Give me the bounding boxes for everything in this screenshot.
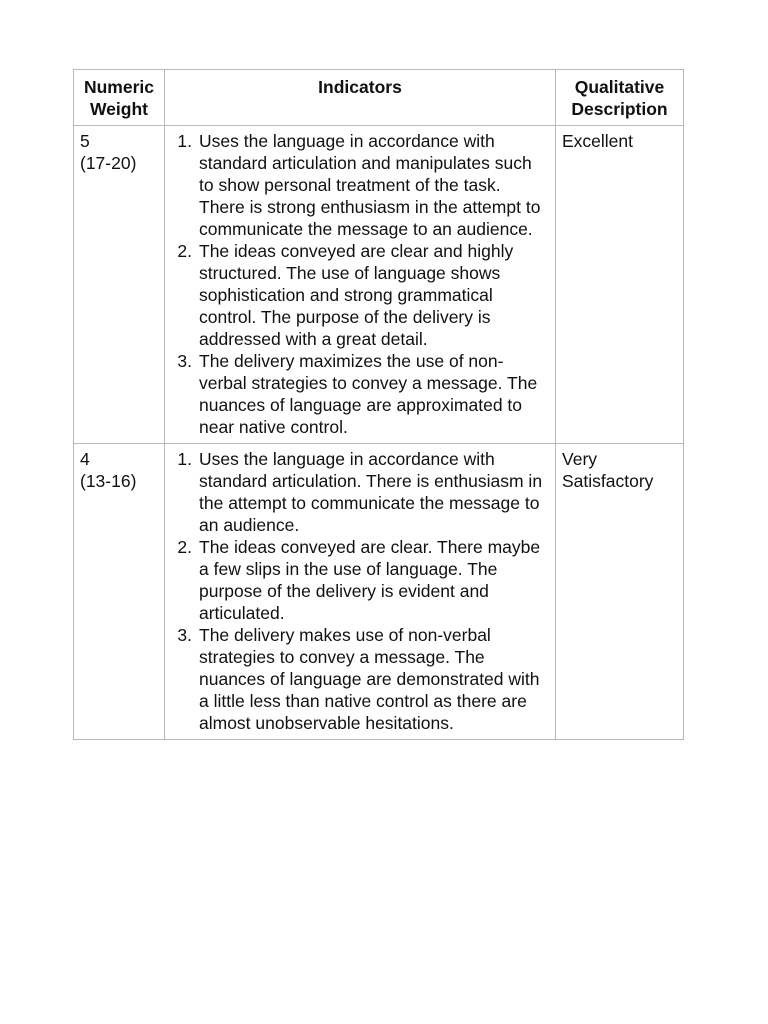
rubric-table xyxy=(73,69,684,740)
indicator-text: The delivery maximizes the use of non-verbal strategies to convey a message. The nuances of language are approximated to near native control. xyxy=(199,351,538,437)
table-row xyxy=(74,444,684,740)
indicator-text: The ideas conveyed are clear and highly structured. The use of language shows sophistication and strong grammatical control. The purpose of the delivery is addressed with a great detail. xyxy=(199,241,514,349)
description-cell xyxy=(556,444,684,740)
indicator-list xyxy=(171,448,549,734)
header-row xyxy=(74,70,684,126)
header-weight-line2: Weight xyxy=(89,99,148,119)
header-description-line2: Description xyxy=(571,99,668,119)
weight-value: 4 xyxy=(80,449,90,469)
list-item xyxy=(171,624,549,734)
indicator-text: The delivery makes use of non-verbal strategies to convey a message. The nuances of language are demonstrated with a little less than native control as there are almost unobservable hesitations. xyxy=(199,625,540,733)
list-item xyxy=(171,448,549,536)
header-qualitative-description xyxy=(556,70,684,126)
header-description-line1: Qualitative xyxy=(574,77,665,97)
list-item xyxy=(171,240,549,350)
list-item xyxy=(171,130,549,240)
indicators-cell xyxy=(165,444,556,740)
header-numeric-weight xyxy=(74,70,165,126)
indicator-number: 1. xyxy=(177,131,192,151)
weight-value: 5 xyxy=(80,131,90,151)
weight-cell xyxy=(74,126,165,444)
indicator-number: 1. xyxy=(177,449,192,469)
description-line1: Excellent xyxy=(562,131,634,151)
header-weight-line1: Numeric xyxy=(83,77,155,97)
header-indicators: Indicators xyxy=(165,70,556,126)
weight-range: (17-20) xyxy=(80,153,137,173)
indicator-list xyxy=(171,130,549,438)
weight-cell xyxy=(74,444,165,740)
indicators-cell xyxy=(165,126,556,444)
description-line2: Satisfactory xyxy=(562,471,654,491)
list-item xyxy=(171,350,549,438)
indicator-text: The ideas conveyed are clear. There maybe a few slips in the use of language. The purpose of the delivery is evident and articulated. xyxy=(199,537,541,623)
indicator-number: 2. xyxy=(177,537,192,557)
description-line1: Very xyxy=(562,449,598,469)
indicator-number: 3. xyxy=(177,351,192,371)
table-row xyxy=(74,126,684,444)
indicator-number: 3. xyxy=(177,625,192,645)
weight-range: (13-16) xyxy=(80,471,137,491)
indicator-text: Uses the language in accordance with standard articulation. There is enthusiasm in the attempt to communicate the message to an audience. xyxy=(199,449,543,535)
indicator-number: 2. xyxy=(177,241,192,261)
description-cell xyxy=(556,126,684,444)
list-item xyxy=(171,536,549,624)
indicator-text: Uses the language in accordance with standard articulation and manipulates such to show personal treatment of the task. There is strong enthusiasm in the attempt to communicate the message to an audience. xyxy=(199,131,541,239)
